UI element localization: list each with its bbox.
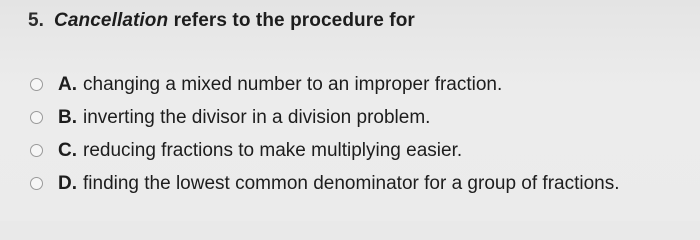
answer-option-d[interactable]: [30, 167, 620, 200]
option-letter: B.: [58, 106, 77, 128]
radio-button-icon[interactable]: [30, 111, 43, 124]
answer-options: [30, 68, 620, 200]
answer-option-a[interactable]: [30, 68, 620, 101]
option-text: reducing fractions to make multiplying easier.: [83, 139, 463, 161]
option-letter: A.: [58, 73, 77, 95]
radio-button-icon[interactable]: [30, 177, 43, 190]
answer-option-c[interactable]: [30, 134, 620, 167]
option-letter: D.: [58, 172, 77, 194]
answer-option-b[interactable]: [30, 101, 620, 134]
question-prompt: [28, 10, 415, 32]
question-term: Cancellation: [54, 10, 169, 31]
option-text: finding the lowest common denominator for a group of fractions.: [83, 172, 620, 194]
question-number: 5.: [28, 10, 45, 31]
option-text: inverting the divisor in a division problem.: [83, 106, 431, 128]
question-text: refers to the procedure for: [173, 10, 415, 31]
option-text: changing a mixed number to an improper fraction.: [83, 73, 503, 95]
radio-button-icon[interactable]: [30, 78, 43, 91]
radio-button-icon[interactable]: [30, 144, 43, 157]
option-letter: C.: [58, 139, 77, 161]
